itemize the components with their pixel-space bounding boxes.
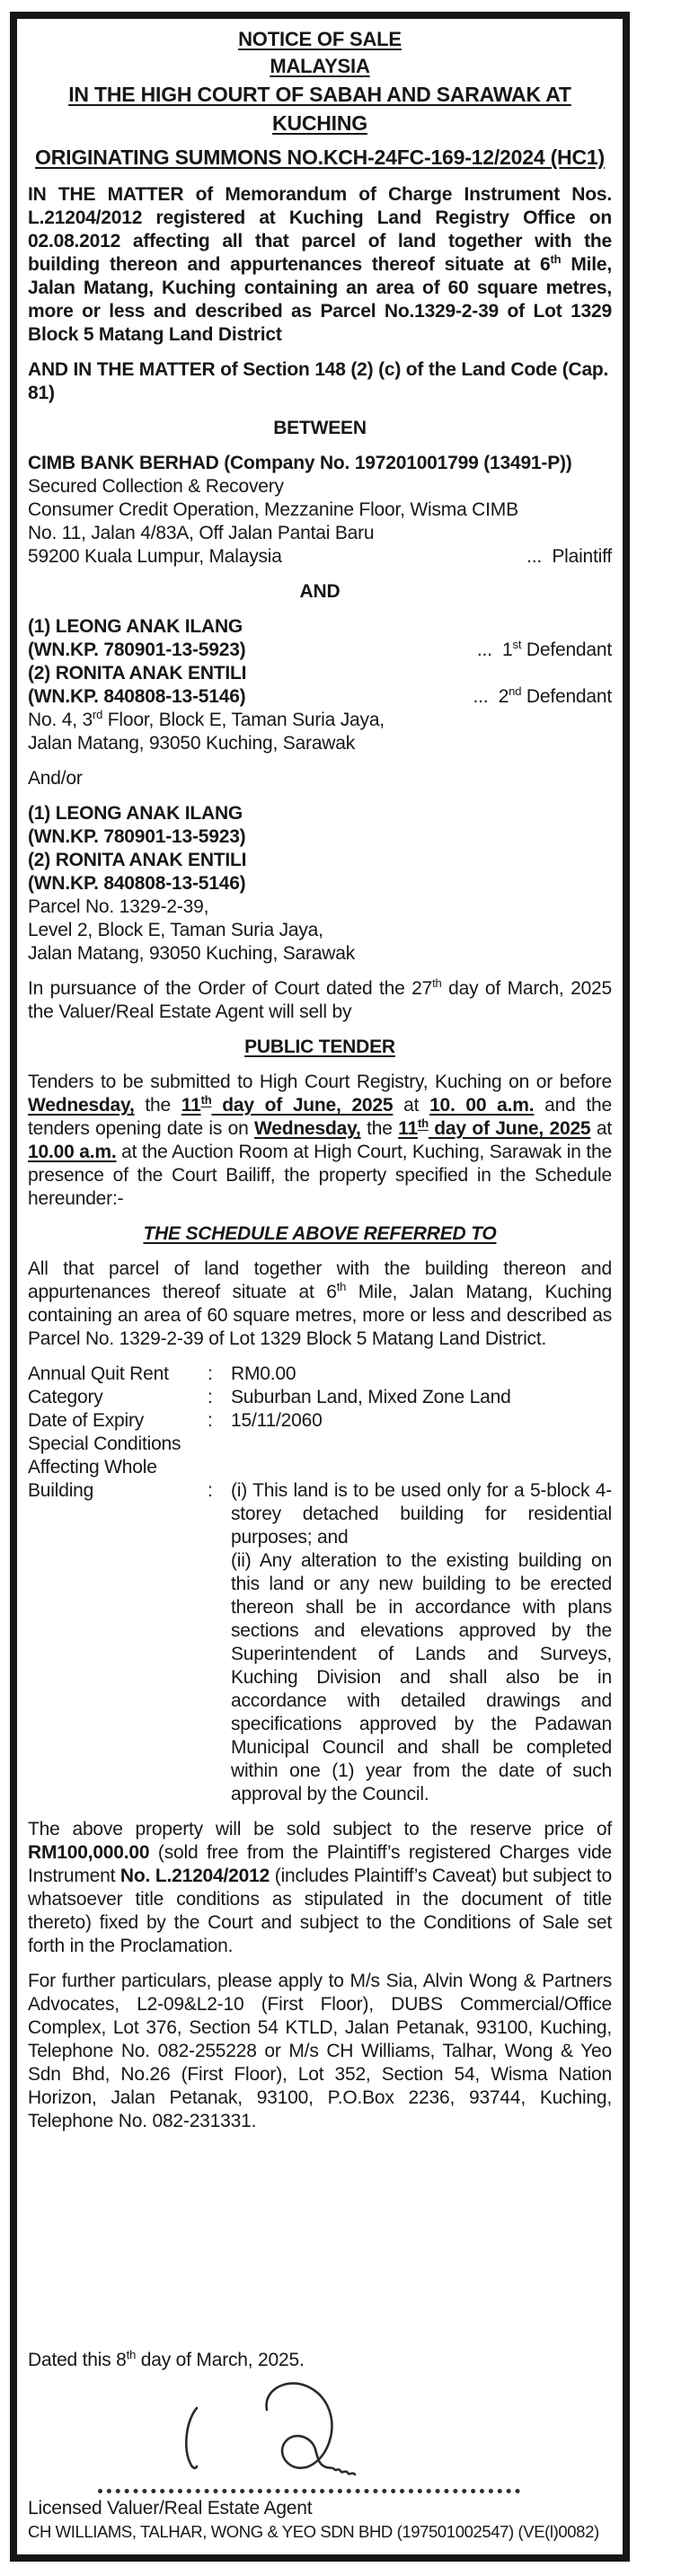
plaintiff-block <box>28 452 612 569</box>
defendant-1-role-label: ... 1st Defendant <box>476 638 612 660</box>
defendant-1-id: (WN.KP. 780901-13-5923) <box>28 826 246 847</box>
defendants-block-2 <box>28 802 612 966</box>
plaintiff-address-line: Secured Collection & Recovery <box>28 476 284 497</box>
detail-colon: : <box>208 1410 213 1431</box>
plaintiff-address-line: 59200 Kuala Lumpur, Malaysia <box>28 546 282 567</box>
defendant-1-name: (1) LEONG ANAK ILANG <box>28 803 243 824</box>
defendant-1-id-row <box>28 639 612 662</box>
between-label: BETWEEN <box>273 418 367 438</box>
property-address-line: Level 2, Block E, Taman Suria Jaya, <box>28 920 323 940</box>
detail-label: Annual Quit Rent <box>28 1363 169 1384</box>
plaintiff-address-line: Consumer Credit Operation, Mezzanine Floor, Wisma CIMB <box>28 499 518 520</box>
plaintiff-role-row <box>28 545 612 569</box>
detail-row-building <box>28 1479 612 1806</box>
detail-label: Affecting Whole <box>28 1457 157 1478</box>
and-or-label: And/or <box>28 768 83 789</box>
spacer <box>28 2133 612 2337</box>
building-condition-ii: (ii) Any alteration to the existing building on this land or any new building to be erected thereon shall be in accordance with plans sections and elevations approved by the Superintendent of Lands and Surveys, Kuching Division and shall also be in accordance with detailed drawings and specifications approved by the Padawan Municipal Council and shall be completed within one (1) year from the date of such approval by the Council. <box>231 1550 612 1804</box>
detail-value <box>231 1456 612 1479</box>
property-address-line: Jalan Matang, 93050 Kuching, Sarawak <box>28 943 356 964</box>
detail-label: Building <box>28 1480 94 1501</box>
notice-country: MALAYSIA <box>270 55 370 77</box>
public-tender-label: PUBLIC TENDER <box>244 1037 395 1057</box>
agent-company-line: CH WILLIAMS, TALHAR, WONG & YEO SDN BHD (197501002547) (VE(l)0082) <box>28 2522 599 2541</box>
defendant-1-id: (WN.KP. 780901-13-5923) <box>28 640 246 660</box>
detail-colon <box>208 1433 231 1456</box>
detail-row <box>28 1409 612 1433</box>
defendant-2-id-row <box>28 685 612 709</box>
agent-title-line: Licensed Valuer/Real Estate Agent <box>28 2498 313 2519</box>
defendant-2-id: (WN.KP. 840808-13-5146) <box>28 873 246 894</box>
detail-value: Suburban Land, Mixed Zone Land <box>231 1387 511 1407</box>
signature-area <box>163 2378 612 2487</box>
detail-row <box>28 1456 612 1479</box>
detail-row <box>28 1363 612 1386</box>
defendants-address-line: No. 4, 3rd Floor, Block E, Taman Suria Jaya, <box>28 708 385 730</box>
matter-second-paragraph: AND IN THE MATTER of Section 148 (2) (c) of the Land Code (Cap. 81) <box>28 359 609 403</box>
reserve-price-paragraph: The above property will be sold subject to the reserve price of RM100,000.00 (sold free from the Plaintiff’s registered Charges vide Instrument No. L.21204/2012 (includes Plaintiff’s Caveat) but subject to whatsoever title conditions as stipulated in the document of title thereto) fixed by the Court and subject to the Conditions of Sale set forth in the Proclamation. <box>28 1819 612 1956</box>
detail-label: Special Conditions <box>28 1434 181 1454</box>
defendants-block-1 <box>28 615 612 755</box>
plaintiff-address-line: No. 11, Jalan 4/83A, Off Jalan Pantai Baru <box>28 523 375 543</box>
matter-first-paragraph: IN THE MATTER of Memorandum of Charge Instrument Nos. L.21204/2012 registered at Kuching Land Registry Office on 02.08.2012 affecting all that parcel of land together with the building thereon and appurtenances thereof situate at 6th Mile, Jalan Matang, Kuching containing an area of 60 square metres, more or less and described as Parcel No.1329-2-39 of Lot 1329 Block 5 Matang Land District <box>28 184 612 345</box>
notice-summons: ORIGINATING SUMMONS NO.KCH-24FC-169-12/2024 (HC1) <box>35 146 605 169</box>
schedule-details <box>28 1363 612 1806</box>
detail-row <box>28 1433 612 1456</box>
tender-paragraph: Tenders to be submitted to High Court Registry, Kuching on or before Wednesday, the 11th day of June, 2025 at 10. 00 a.m. and the tenders opening date is on Wednesday, the 11th day of June, 2025 at 10.00 a.m. at the Auction Room at High Court, Kuching, Sarawak in the presence of the Court Bailiff, the property specified in the Schedule hereunder:- <box>28 1072 612 1209</box>
detail-value <box>231 1433 612 1456</box>
building-condition-i: (i) This land is to be used only for a 5-block 4-storey detached building for residential purposes; and <box>231 1480 612 1548</box>
defendant-1-name: (1) LEONG ANAK ILANG <box>28 616 243 637</box>
dated-line: Dated this 8th day of March, 2025. <box>28 2348 305 2370</box>
and-label: AND <box>299 581 341 602</box>
further-particulars-paragraph: For further particulars, please apply to M/s Sia, Alvin Wong & Partners Advocates, L2-09&L2-10 (First Floor), DUBS Commercial/Office Complex, Lot 376, Section 54 KTLD, Jalan Petanak, 93100, Kuching, Telephone No. 082-255228 or M/s CH Williams, Talhar, Wong & Yeo Sdn Bhd, No.26 (First Floor), Lot 352, Section 54, Wisma Nation Horizon, Jalan Petanak, 93100, P.O.Box 2236, 93744, Kuching, Telephone No. 082-231331. <box>28 1971 612 2131</box>
notice-court: IN THE HIGH COURT OF SABAH AND SARAWAK AT KUCHING <box>68 83 571 135</box>
schedule-title: THE SCHEDULE ABOVE REFERRED TO <box>143 1223 497 1244</box>
property-address-line: Parcel No. 1329-2-39, <box>28 896 209 917</box>
defendant-2-name: (2) RONITA ANAK ENTILI <box>28 850 247 870</box>
signature-dotted-line <box>98 2489 520 2493</box>
notice-border-box <box>10 12 630 2562</box>
building-conditions <box>231 1479 612 1806</box>
notice-header <box>28 26 612 172</box>
plaintiff-name: CIMB BANK BERHAD (Company No. 197201001799 (13491-P)) <box>28 453 572 473</box>
detail-colon: : <box>208 1387 213 1407</box>
plaintiff-role-label: ... Plaintiff <box>526 546 612 567</box>
detail-colon <box>208 1456 231 1479</box>
notice-title: NOTICE OF SALE <box>238 28 402 50</box>
defendant-2-name: (2) RONITA ANAK ENTILI <box>28 663 247 684</box>
detail-colon: : <box>208 1363 213 1384</box>
detail-value: RM0.00 <box>231 1363 296 1384</box>
schedule-paragraph: All that parcel of land together with the building thereon and appurtenances thereof situate at 6th Mile, Jalan Matang, Kuching containing an area of 60 square metres, more or less and described as Parcel No. 1329-2-39 of Lot 1329 Block 5 Matang Land District. <box>28 1258 612 1349</box>
detail-value: 15/11/2060 <box>231 1410 323 1431</box>
defendants-address-line: Jalan Matang, 93050 Kuching, Sarawak <box>28 733 356 754</box>
detail-label: Date of Expiry <box>28 1410 145 1431</box>
defendant-2-id: (WN.KP. 840808-13-5146) <box>28 686 246 707</box>
defendant-2-role-label: ... 2nd Defendant <box>473 684 612 707</box>
detail-colon: : <box>208 1480 213 1501</box>
signature-scribble <box>163 2378 378 2487</box>
detail-label: Category <box>28 1387 103 1407</box>
detail-row <box>28 1386 612 1409</box>
pursuance-paragraph: In pursuance of the Order of Court dated the 27th day of March, 2025 the Valuer/Real Estate Agent will sell by <box>28 976 613 1022</box>
